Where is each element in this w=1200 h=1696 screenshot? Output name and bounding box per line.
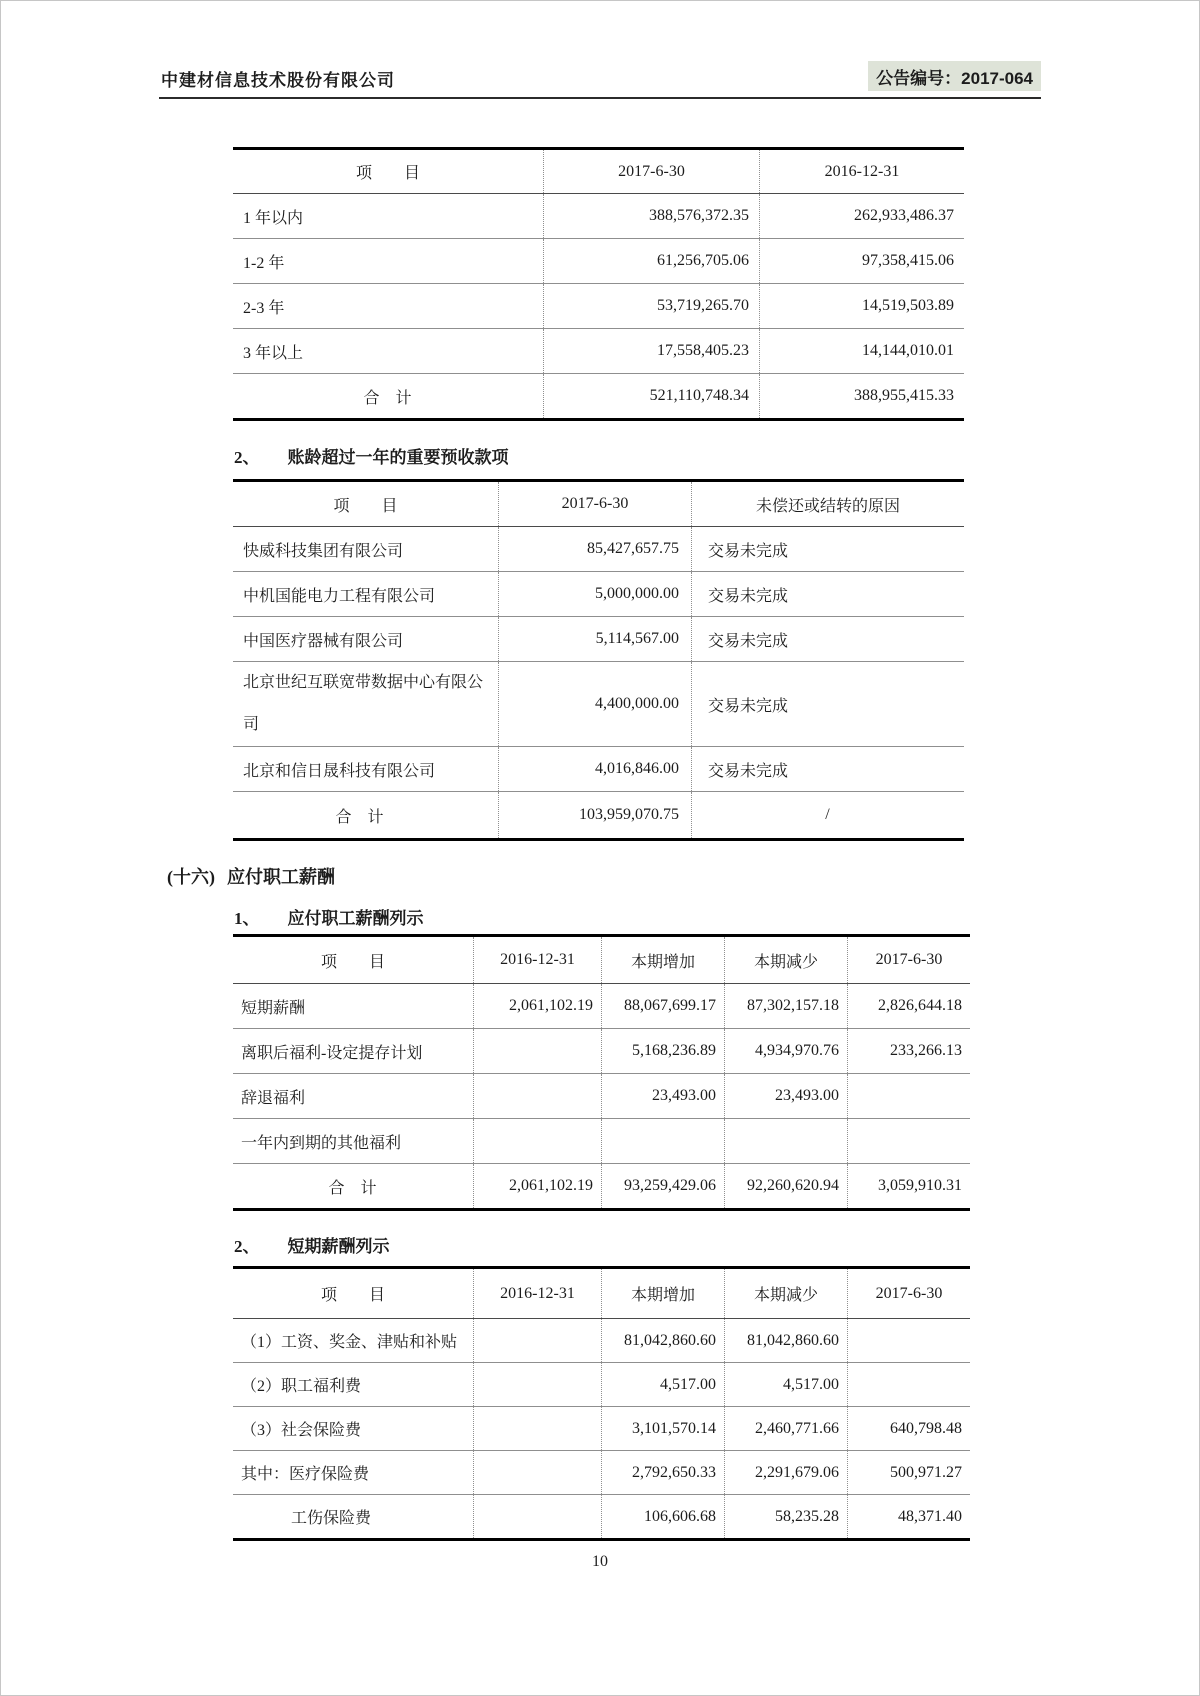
header-row: [233, 1268, 970, 1319]
column-header: 2016-12-31: [474, 1268, 602, 1319]
cell-value: 103,959,070.75: [499, 792, 692, 840]
table-row: [233, 747, 964, 792]
section-number: (十六): [167, 867, 215, 887]
table-row: [233, 284, 964, 329]
column-header: 项 目: [233, 1268, 474, 1319]
column-header: 2017-6-30: [499, 481, 692, 527]
row-label: 工伤保险费: [291, 1510, 372, 1527]
cell-value: 2,460,771.66: [725, 1407, 848, 1451]
header-row: [233, 149, 964, 194]
row-label: 一年内到期的其他福利: [233, 1119, 474, 1164]
heading-gap: [215, 867, 227, 889]
cell-value: 5,168,236.89: [602, 1029, 725, 1074]
page-footer: [1, 1553, 1199, 1571]
cell-value: 388,955,415.33: [760, 374, 965, 420]
column-header: 项 目: [233, 149, 544, 194]
cell-value: [848, 1074, 971, 1119]
row-label: 辞退福利: [233, 1074, 474, 1119]
heading-gap: [260, 1237, 288, 1257]
section-title: 应付职工薪酬列示: [287, 909, 424, 928]
cell-value: 53,719,265.70: [544, 284, 760, 329]
table-row: [233, 1451, 970, 1495]
section-heading-payroll: [167, 867, 335, 889]
cell-value: 388,576,372.35: [544, 194, 760, 239]
shortterm-table: [233, 1266, 970, 1541]
row-label: （3）社会保险费: [233, 1407, 474, 1451]
row-label: 1-2 年: [233, 239, 544, 284]
section-number: 1、: [234, 909, 260, 928]
cell-value: 61,256,705.06: [544, 239, 760, 284]
cell-value: [474, 1363, 602, 1407]
table-row: [233, 239, 964, 284]
total-row: [233, 1164, 970, 1210]
column-header: 2017-6-30: [848, 1268, 971, 1319]
cell-value: 2,792,650.33: [602, 1451, 725, 1495]
section-heading-prepayments: [234, 448, 509, 468]
prepayments-table: [233, 479, 964, 841]
cell-value: 17,558,405.23: [544, 329, 760, 374]
table-row: [233, 1074, 970, 1119]
table-row: [233, 662, 964, 747]
cell-value: 93,259,429.06: [602, 1164, 725, 1210]
cell-value: 5,114,567.00: [499, 617, 692, 662]
section-number: 2、: [234, 448, 260, 467]
cell-value: 交易未完成: [692, 747, 965, 792]
cell-value: 14,519,503.89: [760, 284, 965, 329]
row-label: 合 计: [363, 389, 412, 407]
column-header: 本期减少: [725, 936, 848, 984]
row-label: 中国医疗器械有限公司: [233, 617, 499, 662]
row-label: 快威科技集团有限公司: [233, 527, 499, 572]
cell-value: [474, 1119, 602, 1164]
cell-value: 5,000,000.00: [499, 572, 692, 617]
cell-value: 2,291,679.06: [725, 1451, 848, 1495]
table-row: [233, 1407, 970, 1451]
header-row: [233, 936, 970, 984]
row-label: 北京世纪互联宽带数据中心有限公司: [233, 662, 499, 747]
row-label: 3 年以上: [233, 329, 544, 374]
page-number: 10: [592, 1553, 608, 1570]
section-title: 短期薪酬列示: [287, 1237, 390, 1256]
table-row: [233, 1495, 970, 1540]
cell-value: 81,042,860.60: [602, 1319, 725, 1363]
table-row: [233, 527, 964, 572]
cell-value: [474, 1074, 602, 1119]
total-row: [233, 374, 964, 420]
cell-value: 106,606.68: [602, 1495, 725, 1540]
table-row: [233, 194, 964, 239]
cell-value: [474, 1319, 602, 1363]
column-header: 本期增加: [602, 1268, 725, 1319]
cell-value: [848, 1363, 971, 1407]
cell-value: [848, 1319, 971, 1363]
aging-table: [233, 147, 964, 421]
header-row: [233, 481, 964, 527]
cell-value: 4,016,846.00: [499, 747, 692, 792]
cell-value: 4,517.00: [725, 1363, 848, 1407]
cell-value: 交易未完成: [692, 572, 965, 617]
column-header: 2016-12-31: [474, 936, 602, 984]
cell-value: 4,517.00: [602, 1363, 725, 1407]
cell-value: 87,302,157.18: [725, 984, 848, 1029]
cell-value: [725, 1119, 848, 1164]
cell-value: 交易未完成: [692, 527, 965, 572]
header-rule: [159, 97, 1041, 99]
cell-value: 交易未完成: [692, 662, 965, 747]
payroll-table: [233, 934, 970, 1211]
column-header: 未偿还或结转的原因: [692, 481, 965, 527]
cell-value: 521,110,748.34: [544, 374, 760, 420]
cell-value: 4,400,000.00: [499, 662, 692, 747]
table-row: [233, 984, 970, 1029]
row-label: （1）工资、奖金、津贴和补贴: [233, 1319, 474, 1363]
page-header: [161, 57, 1041, 91]
cell-value: 2,061,102.19: [474, 984, 602, 1029]
subsection-heading-payroll-list: [234, 909, 424, 929]
cell-value: 81,042,860.60: [725, 1319, 848, 1363]
cell-value: /: [692, 792, 965, 840]
table-row: [233, 617, 964, 662]
heading-gap: [260, 909, 288, 929]
cell-value: 23,493.00: [602, 1074, 725, 1119]
cell-value: 2,826,644.18: [848, 984, 971, 1029]
row-label: 1 年以内: [233, 194, 544, 239]
column-header: 本期减少: [725, 1268, 848, 1319]
cell-value: [474, 1451, 602, 1495]
cell-value: 88,067,699.17: [602, 984, 725, 1029]
table-row: [233, 572, 964, 617]
table-row: [233, 1029, 970, 1074]
cell-value: 2,061,102.19: [474, 1164, 602, 1210]
column-header: 项 目: [233, 481, 499, 527]
section-title: 账龄超过一年的重要预收款项: [287, 448, 509, 467]
row-label: 合 计: [328, 1179, 377, 1197]
cell-value: 233,266.13: [848, 1029, 971, 1074]
cell-value: [848, 1119, 971, 1164]
cell-value: 262,933,486.37: [760, 194, 965, 239]
notice-number: 公告编号：2017-064: [868, 61, 1041, 91]
cell-value: 92,260,620.94: [725, 1164, 848, 1210]
total-row: [233, 792, 964, 840]
column-header: 2017-6-30: [848, 936, 971, 984]
column-header: 项 目: [233, 936, 474, 984]
row-label: 2-3 年: [233, 284, 544, 329]
cell-value: [474, 1407, 602, 1451]
section-title: 应付职工薪酬: [227, 867, 335, 887]
cell-value: [474, 1029, 602, 1074]
cell-value: 58,235.28: [725, 1495, 848, 1540]
cell-value: 23,493.00: [725, 1074, 848, 1119]
cell-value: 14,144,010.01: [760, 329, 965, 374]
cell-value: 4,934,970.76: [725, 1029, 848, 1074]
cell-value: [602, 1119, 725, 1164]
company-name: 中建材信息技术股份有限公司: [161, 71, 395, 90]
cell-value: 640,798.48: [848, 1407, 971, 1451]
row-label: 短期薪酬: [233, 984, 474, 1029]
row-label: 离职后福利-设定提存计划: [233, 1029, 474, 1074]
heading-gap: [260, 448, 288, 468]
cell-value: 500,971.27: [848, 1451, 971, 1495]
cell-value: 97,358,415.06: [760, 239, 965, 284]
row-label: 其中：医疗保险费: [233, 1451, 474, 1495]
row-label: 北京和信日晟科技有限公司: [233, 747, 499, 792]
cell-value: [474, 1495, 602, 1540]
cell-value: 85,427,657.75: [499, 527, 692, 572]
table-row: [233, 1119, 970, 1164]
row-label: 合 计: [335, 808, 384, 826]
cell-value: 交易未完成: [692, 617, 965, 662]
section-number: 2、: [234, 1237, 260, 1256]
cell-value: 3,101,570.14: [602, 1407, 725, 1451]
row-label: （2）职工福利费: [233, 1363, 474, 1407]
table-row: [233, 329, 964, 374]
subsection-heading-shortterm-list: [234, 1237, 390, 1257]
table-row: [233, 1319, 970, 1363]
column-header: 本期增加: [602, 936, 725, 984]
cell-value: 48,371.40: [848, 1495, 971, 1540]
cell-value: 3,059,910.31: [848, 1164, 971, 1210]
row-label: 中机国能电力工程有限公司: [233, 572, 499, 617]
column-header: 2017-6-30: [544, 149, 760, 194]
table-row: [233, 1363, 970, 1407]
column-header: 2016-12-31: [760, 149, 965, 194]
